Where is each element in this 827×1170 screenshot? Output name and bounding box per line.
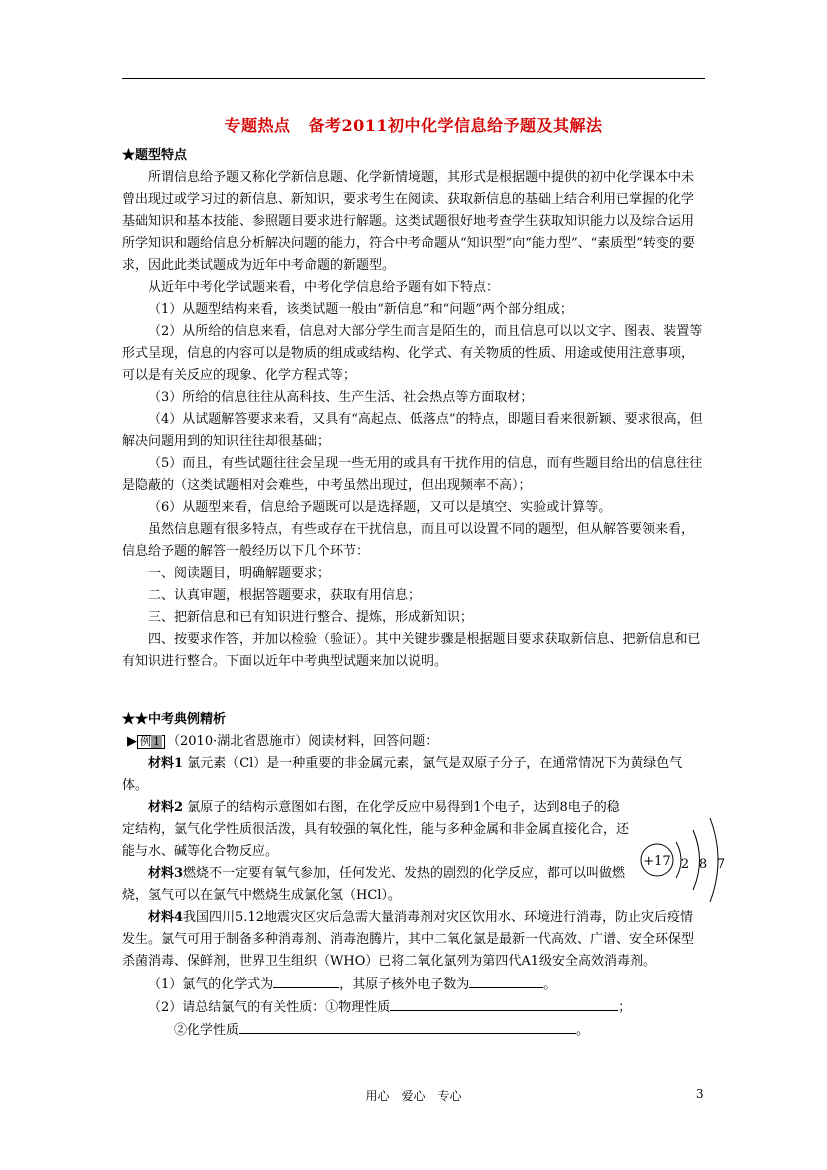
material-1 (122, 753, 705, 797)
question-text: ，其原子核外电子数为 (339, 977, 470, 992)
answer-blank[interactable] (390, 996, 618, 1011)
section-heading: ★★中考典例精析 (122, 712, 227, 727)
question-text: ②化学性质 (174, 1023, 240, 1038)
example-tag (137, 735, 165, 749)
page-number: 3 (696, 1087, 704, 1101)
question-text: 。 (543, 977, 557, 992)
feature-item: （1）从题型结构来看，该类试题一般由“新信息”和“问题”两个部分组成； (148, 302, 573, 317)
example-intro-line (122, 731, 705, 753)
feature-item: （5）而且，有些试题往往会呈现一些无用的或具有干扰作用的信息，而有些题目给出的信息往往是隐蔽的（这类试题相对会难些，中考虽然出现过，但出现频率不高）； (122, 456, 703, 493)
example-arrow-icon: ▶ (127, 734, 137, 749)
material-text: 燃烧不一定要有氧气参加，任何发光、发热的剧烈的化学反应，都可以叫做燃烧，氢气可以在氯气中燃烧生成氯化氢（HCl）。 (122, 866, 626, 903)
step-item: 二、认真审题，根据答题要求，获取有用信息； (148, 588, 422, 603)
section-question-features (122, 145, 705, 673)
material-label: 材料4 (148, 910, 184, 925)
shell-electron-count: 8 (698, 857, 708, 872)
header-rule (122, 78, 705, 79)
nucleus-charge: +17 (643, 854, 671, 869)
question-1 (122, 973, 705, 996)
question-text: （2）请总结氯气的有关性质：①物理性质 (148, 1000, 391, 1015)
example-intro: （2010·湖北省恩施市）阅读材料，回答问题： (167, 734, 439, 749)
example-number: 1 (153, 735, 160, 748)
step-item: 四、按要求作答，并加以检验（验证）。其中关键步骤是根据题目要求获取新信息、把新信息和已有知识进行整合。下面以近年中考典型试题来加以说明。 (122, 632, 701, 669)
paragraph: 所谓信息给予题又称化学新信息题、化学新情境题，其形式是根据题中提供的初中化学课本中未曾出现过或学习过的新信息、新知识，要求考生在阅读、获取新信息的基础上结合利用已掌握的化学基础知识和基本技能、参照题目要求进行解题。这类试题很好地考查学生获取知识能力以及综合运用所学知识和题给信息分析解决问题的能力，符合中考命题从“知识型”向“能力型”、“素质型”转变的要求，因此此类试题成为近年中考命题的新题型。 (122, 170, 695, 273)
paragraph: 从近年中考化学试题来看，中考化学信息给予题有如下特点： (148, 280, 500, 295)
section-typical-examples (122, 709, 708, 1042)
feature-item: （4）从试题解答要求来看，又具有“高起点、低落点”的特点，即题目看来很新颖、要求很高，但解决问题用到的知识往往却很基础； (122, 412, 703, 449)
question-2-part-2 (122, 1019, 705, 1042)
material-text: 我国四川5.12地震灾区灾后急需大量消毒剂对灾区饮用水、环境进行消毒，防止灾后疫情发生。氯气可用于制备多种消毒剂、消毒泡腾片，其中二氧化氯是最新一代高效、广谱、安全环保型杀菌消毒、保鲜剂，世界卫生组织（WHO）已将二氧化氯列为第四代A1级安全高效消毒剂。 (122, 910, 695, 969)
shell-electron-count: 2 (680, 857, 690, 872)
example-tag-label: 例 (140, 735, 151, 748)
material-3 (122, 863, 632, 907)
question-2 (122, 996, 705, 1019)
step-item: 三、把新信息和已有知识进行整合、提炼，形成新知识； (148, 610, 474, 625)
footer-motto: 用心 爱心 专心 (365, 1089, 462, 1103)
answer-blank[interactable] (273, 973, 339, 988)
title-part-2: 备考2011初中化学信息给予题及其解法 (308, 116, 603, 135)
section-heading: ★题型特点 (122, 148, 188, 163)
material-label: 材料1 (148, 756, 184, 771)
question-text: （1）氯气的化学式为 (148, 977, 274, 992)
shell-electron-count: 7 (716, 857, 726, 872)
material-text: 氯原子的结构示意图如右图，在化学反应中易得到1个电子，达到8电子的稳定结构，氯气化学性质很活泼，具有较强的氧化性，能与多种金属和非金属直接化合，还能与水、碱等化合物反应。 (122, 800, 630, 859)
feature-item: （3）所给的信息往往从高科技、生产生活、社会热点等方面取材； (148, 390, 534, 405)
paragraph: 虽然信息题有很多特点，有些或存在干扰信息，而且可以设置不同的题型，但从解答要领来看，信息给予题的解答一般经历以下几个环节： (122, 522, 695, 559)
answer-blank[interactable] (239, 1019, 576, 1034)
material-2 (122, 797, 632, 863)
question-text: ； (618, 1000, 632, 1015)
step-item: 一、阅读题目，明确解题要求； (148, 566, 331, 581)
material-text: 氯元素（Cl）是一种重要的非金属元素，氯气是双原子分子，在通常情况下为黄绿色气体。 (122, 756, 683, 793)
feature-item: （2）从所给的信息来看，信息对大部分学生而言是陌生的，而且信息可以以文字、图表、装置等形式呈现，信息的内容可以是物质的组成或结构、化学式、有关物质的性质、用途或使用注意事项，可以是有关反应的现象、化学方程式等； (122, 324, 703, 383)
title-part-1: 专题热点 (224, 116, 291, 135)
chlorine-atom-diagram (640, 808, 730, 912)
material-4 (122, 907, 705, 973)
material-label: 材料3 (148, 866, 184, 881)
material-label: 材料2 (148, 800, 184, 815)
question-text: 。 (576, 1023, 590, 1038)
document-title (0, 113, 827, 136)
feature-item: （6）从题型来看，信息给予题既可以是选择题，又可以是填空、实验或计算等。 (148, 500, 612, 515)
answer-blank[interactable] (469, 973, 543, 988)
